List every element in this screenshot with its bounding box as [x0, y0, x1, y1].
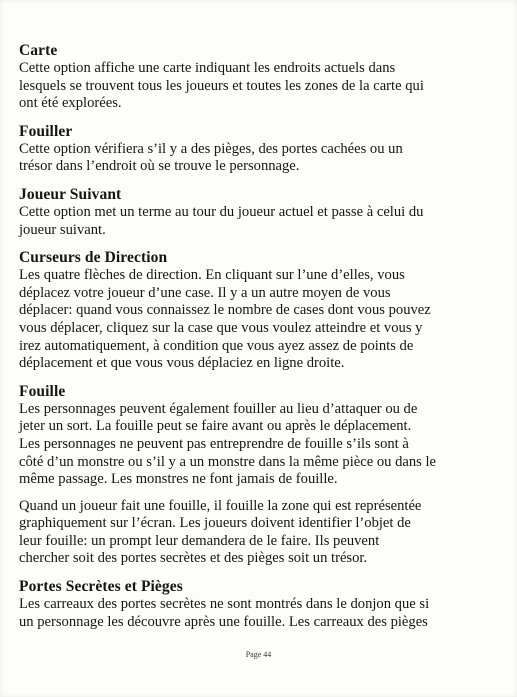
text-line: Les personnages peuvent également fouiller au lieu d’attaquer ou de [19, 400, 418, 417]
text-line: lesquels se trouvent tous les joueurs et toutes les zones de la carte qui [19, 77, 424, 94]
text-line: déplacez votre joueur d’une case. Il y a un autre moyen de vous [19, 284, 391, 301]
section-carte [19, 41, 501, 113]
text-line: leur fouille: un prompt leur demandera de le faire. Ils peuvent [19, 532, 380, 549]
page-number: Page 44 [245, 650, 272, 659]
text-line: Cette option met un terme au tour du joueur actuel et passe à celui du [19, 203, 424, 220]
section-joueur-suivant [19, 185, 501, 239]
text-line: côté d’un monstre ou s’il y a un monstre dans la même pièce ou dans le [19, 453, 437, 470]
text-line: graphiquement sur l’écran. Les joueurs doivent identifier l’objet de [19, 515, 411, 532]
section-paragraph [19, 401, 501, 489]
text-line: Cette option affiche une carte indiquant les endroits actuels dans [19, 60, 396, 76]
section-heading: Fouille [19, 382, 66, 400]
text-line: trésor dans l’endroit où se trouve le personnage. [19, 158, 300, 175]
section-paragraph [19, 204, 501, 239]
section-heading: Carte [19, 42, 58, 59]
section-heading: Portes Secrètes et Pièges [19, 578, 183, 596]
text-line: ont été explorées. [19, 95, 122, 112]
text-line: Les carreaux des portes secrètes ne sont montrés dans le donjon que si [19, 596, 430, 613]
section-paragraph [19, 60, 501, 113]
section-paragraph [19, 596, 501, 631]
text-line: un personnage les découvre après une fouille. Les carreaux des pièges [19, 613, 428, 630]
section-paragraph [19, 267, 501, 373]
text-line: Quand un joueur fait une fouille, il fouille la zone qui est représentée [19, 497, 422, 514]
section-fouille [19, 382, 501, 568]
section-curseurs-de-direction [19, 248, 501, 373]
section-heading: Fouiller [19, 122, 73, 140]
section-heading: Curseurs de Direction [19, 249, 168, 267]
text-line: chercher soit des portes secrètes et des pièges soit un trésor. [19, 550, 368, 567]
section-heading: Joueur Suivant [19, 185, 122, 203]
text-line: déplacer: quand vous connaissez le nombre de cases dont vous pouvez [19, 302, 431, 319]
text-line: vous déplacer, cliquez sur la case que vous voulez atteindre et vous y [19, 319, 423, 336]
text-line: jeter un sort. La fouille peut se faire avant ou après le déplacement. [19, 418, 412, 435]
text-line: irez automatiquement, à condition que vous ayez assez de points de [19, 337, 414, 354]
text-line: déplacement et que vous vous déplaciez en ligne droite. [19, 355, 345, 372]
section-paragraph [19, 498, 501, 568]
section-fouiller [19, 122, 501, 176]
text-line: même passage. Les monstres ne font jamais de fouille. [19, 471, 338, 488]
page-content [19, 41, 501, 640]
text-line: Les personnages ne peuvent pas entreprendre de fouille s’ils sont à [19, 435, 409, 452]
text-line: Cette option vérifiera s’il y a des pièges, des portes cachées ou un [19, 140, 403, 157]
text-line: Les quatre flèches de direction. En cliquant sur l’une d’elles, vous [19, 267, 405, 284]
section-paragraph [19, 141, 501, 176]
text-line: joueur suivant. [19, 221, 106, 238]
section-portes-secretes-et-pieges [19, 577, 501, 631]
paragraph-gap [19, 489, 501, 498]
